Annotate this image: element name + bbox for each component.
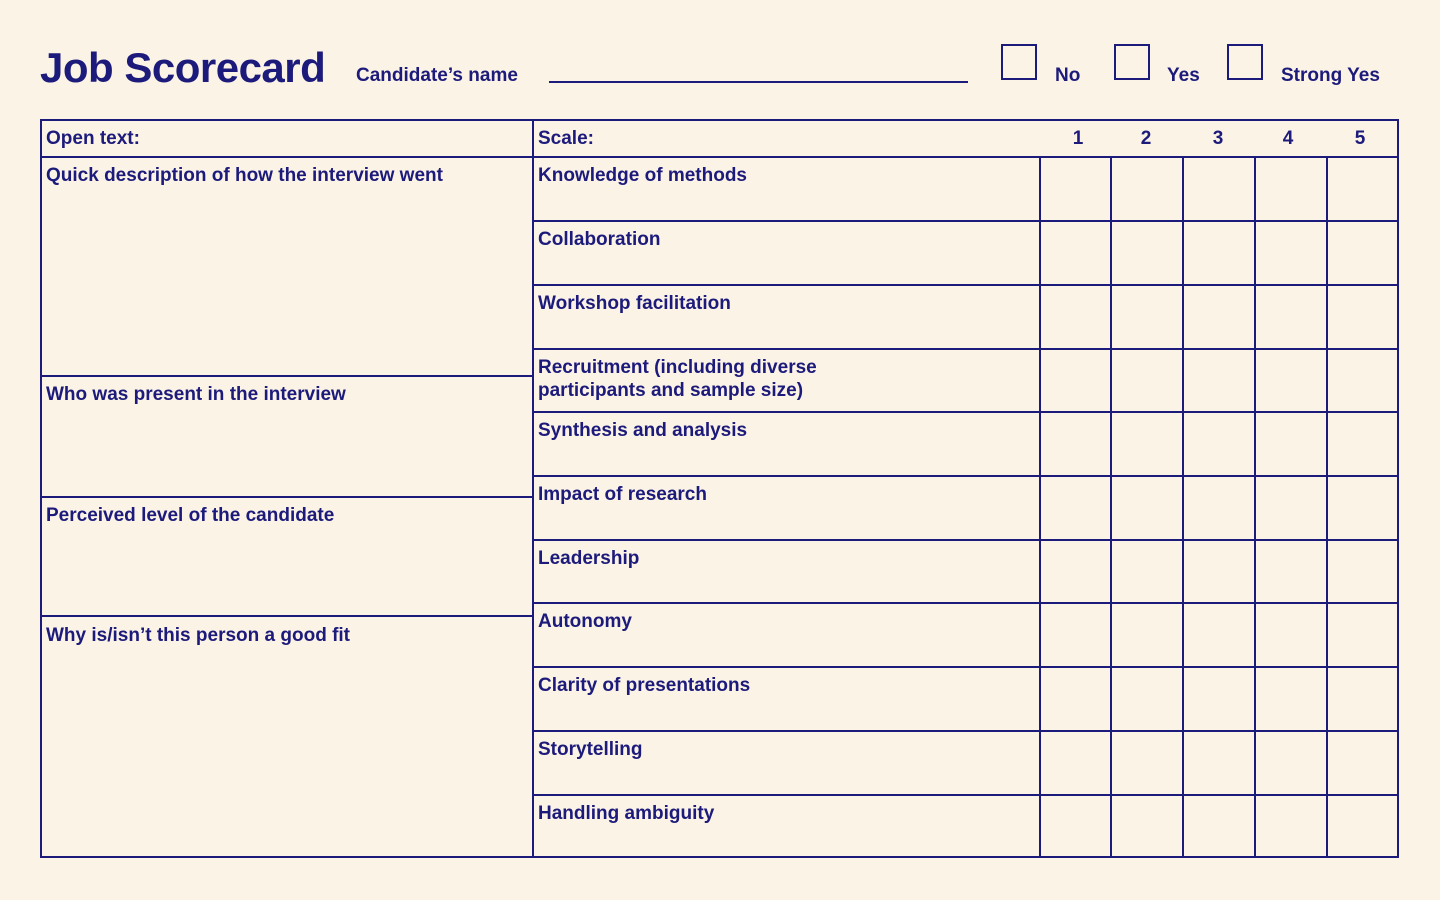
criterion-label: Clarity of presentations: [538, 675, 751, 696]
yes-label: Yes: [1167, 65, 1200, 86]
rating-cell-row-7-score-3[interactable]: [1184, 541, 1254, 603]
open-answer-interview-description[interactable]: [44, 190, 530, 373]
rating-cell-row-11-score-2[interactable]: [1112, 796, 1182, 858]
table-left-border: [40, 119, 42, 858]
yes-checkbox[interactable]: [1114, 44, 1150, 80]
column-divider-open-scale: [532, 119, 534, 858]
rating-cell-row-4-score-5[interactable]: [1328, 350, 1398, 412]
rating-cell-row-6-score-1[interactable]: [1041, 477, 1111, 539]
rating-cell-row-9-score-1[interactable]: [1041, 668, 1111, 730]
rating-cell-row-4-score-2[interactable]: [1112, 350, 1182, 412]
criterion-label: Knowledge of methods: [538, 165, 747, 186]
open-text-divider: [40, 496, 534, 498]
rating-cell-row-9-score-5[interactable]: [1328, 668, 1398, 730]
rating-cell-row-2-score-1[interactable]: [1041, 222, 1111, 284]
rating-cell-row-10-score-2[interactable]: [1112, 732, 1182, 794]
scale-column-header-4: 4: [1282, 128, 1294, 149]
open-answer-good-fit[interactable]: [44, 650, 530, 854]
open-answer-perceived-level[interactable]: [44, 530, 530, 614]
rating-cell-row-3-score-2[interactable]: [1112, 286, 1182, 348]
rating-cell-row-6-score-3[interactable]: [1184, 477, 1254, 539]
rating-cell-row-8-score-1[interactable]: [1041, 604, 1111, 666]
rating-cell-row-10-score-4[interactable]: [1256, 732, 1326, 794]
criterion-label: Synthesis and analysis: [538, 420, 748, 441]
rating-cell-row-1-score-4[interactable]: [1256, 158, 1326, 220]
rating-cell-row-11-score-4[interactable]: [1256, 796, 1326, 858]
rating-cell-row-7-score-5[interactable]: [1328, 541, 1398, 603]
criterion-label: Handling ambiguity: [538, 803, 715, 824]
rating-cell-row-6-score-4[interactable]: [1256, 477, 1326, 539]
table-top-border: [40, 119, 1399, 121]
rating-cell-row-8-score-4[interactable]: [1256, 604, 1326, 666]
rating-cell-row-2-score-3[interactable]: [1184, 222, 1254, 284]
rating-cell-row-4-score-4[interactable]: [1256, 350, 1326, 412]
rating-cell-row-6-score-2[interactable]: [1112, 477, 1182, 539]
strong-yes-checkbox[interactable]: [1227, 44, 1263, 80]
strong-yes-label: Strong Yes: [1281, 65, 1380, 86]
rating-cell-row-9-score-3[interactable]: [1184, 668, 1254, 730]
rating-cell-row-3-score-4[interactable]: [1256, 286, 1326, 348]
criterion-label: Autonomy: [538, 611, 632, 632]
criterion-label: Leadership: [538, 548, 640, 569]
rating-cell-row-4-score-3[interactable]: [1184, 350, 1254, 412]
rating-cell-row-9-score-2[interactable]: [1112, 668, 1182, 730]
rating-cell-row-8-score-2[interactable]: [1112, 604, 1182, 666]
candidate-name-field[interactable]: [549, 81, 968, 83]
rating-cell-row-4-score-1[interactable]: [1041, 350, 1111, 412]
open-prompt-interview-description: Quick description of how the interview went: [46, 165, 443, 186]
open-prompt-good-fit: Why is/isn’t this person a good fit: [46, 625, 351, 646]
rating-cell-row-1-score-1[interactable]: [1041, 158, 1111, 220]
rating-cell-row-2-score-4[interactable]: [1256, 222, 1326, 284]
rating-cell-row-10-score-1[interactable]: [1041, 732, 1111, 794]
scale-heading: Scale:: [538, 128, 594, 149]
rating-cell-row-7-score-4[interactable]: [1256, 541, 1326, 603]
rating-cell-row-3-score-1[interactable]: [1041, 286, 1111, 348]
scale-column-header-1: 1: [1072, 128, 1084, 149]
open-text-heading: Open text:: [46, 128, 140, 149]
criterion-label: Collaboration: [538, 229, 661, 250]
rating-cell-row-6-score-5[interactable]: [1328, 477, 1398, 539]
rating-cell-row-5-score-5[interactable]: [1328, 413, 1398, 475]
open-text-divider: [40, 615, 534, 617]
no-label: No: [1055, 65, 1081, 86]
rating-cell-row-10-score-3[interactable]: [1184, 732, 1254, 794]
rating-cell-row-2-score-2[interactable]: [1112, 222, 1182, 284]
open-text-divider: [40, 375, 534, 377]
rating-cell-row-3-score-3[interactable]: [1184, 286, 1254, 348]
candidate-name-label: Candidate’s name: [356, 65, 518, 86]
rating-cell-row-1-score-3[interactable]: [1184, 158, 1254, 220]
criterion-label: Storytelling: [538, 739, 643, 760]
criterion-label: Recruitment (including diverse participants and sample size): [538, 357, 817, 401]
rating-cell-row-5-score-4[interactable]: [1256, 413, 1326, 475]
open-prompt-perceived-level: Perceived level of the candidate: [46, 505, 335, 526]
scale-column-header-2: 2: [1140, 128, 1152, 149]
scale-column-header-3: 3: [1212, 128, 1224, 149]
rating-cell-row-11-score-5[interactable]: [1328, 796, 1398, 858]
rating-cell-row-9-score-4[interactable]: [1256, 668, 1326, 730]
scale-column-header-5: 5: [1354, 128, 1366, 149]
no-checkbox[interactable]: [1001, 44, 1037, 80]
open-prompt-who-present: Who was present in the interview: [46, 384, 346, 405]
rating-cell-row-7-score-1[interactable]: [1041, 541, 1111, 603]
rating-cell-row-11-score-3[interactable]: [1184, 796, 1254, 858]
rating-cell-row-1-score-2[interactable]: [1112, 158, 1182, 220]
page-title: Job Scorecard: [40, 44, 326, 91]
rating-cell-row-7-score-2[interactable]: [1112, 541, 1182, 603]
criterion-label: Workshop facilitation: [538, 293, 731, 314]
criterion-label: Impact of research: [538, 484, 707, 505]
rating-cell-row-11-score-1[interactable]: [1041, 796, 1111, 858]
rating-cell-row-8-score-5[interactable]: [1328, 604, 1398, 666]
rating-cell-row-8-score-3[interactable]: [1184, 604, 1254, 666]
rating-cell-row-5-score-1[interactable]: [1041, 413, 1111, 475]
rating-cell-row-1-score-5[interactable]: [1328, 158, 1398, 220]
rating-cell-row-3-score-5[interactable]: [1328, 286, 1398, 348]
rating-cell-row-10-score-5[interactable]: [1328, 732, 1398, 794]
rating-cell-row-5-score-2[interactable]: [1112, 413, 1182, 475]
rating-cell-row-5-score-3[interactable]: [1184, 413, 1254, 475]
open-answer-who-present[interactable]: [44, 409, 530, 494]
rating-cell-row-2-score-5[interactable]: [1328, 222, 1398, 284]
